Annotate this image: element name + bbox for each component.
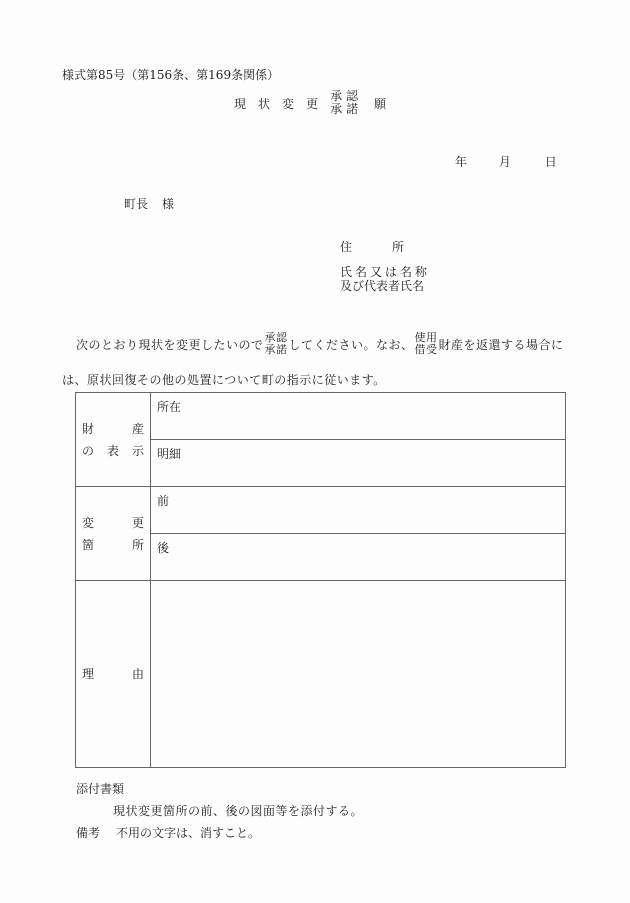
- property-label: [76, 393, 151, 487]
- body-text-line1: [62, 330, 564, 358]
- property-location-field[interactable]: [151, 393, 566, 440]
- addressee: [124, 195, 174, 212]
- remarks-text: 不用の文字は、消すこと。: [116, 826, 261, 840]
- label-char: 財: [82, 421, 95, 436]
- choice-bottom: 承諾: [264, 343, 288, 356]
- title-choice-bottom: 承諾: [330, 102, 363, 116]
- property-details-field[interactable]: [151, 440, 566, 487]
- before-label: 前: [157, 494, 170, 508]
- address-label-char: 所: [392, 240, 405, 254]
- label-char: 更: [131, 515, 144, 530]
- form-number: 様式第85号（第156条、第169条関係）: [62, 68, 280, 82]
- approval-choice: [265, 332, 288, 356]
- address-label-char: 住: [340, 240, 353, 254]
- label-char: 理: [82, 667, 95, 681]
- title-suffix: 願: [374, 96, 387, 111]
- attachments-description: 現状変更箇所の前、後の図面等を添付する。: [113, 804, 364, 818]
- choice-top: 使用: [414, 331, 438, 344]
- title-char: 変: [282, 96, 295, 111]
- name-label-line2: 及び代表者氏名: [340, 279, 425, 293]
- body-text: してください。なお、: [288, 337, 414, 352]
- after-label: 後: [157, 541, 170, 555]
- details-label: 明細: [157, 447, 182, 461]
- title-char: 更: [306, 96, 319, 111]
- body-text: 財産を返還する場合に: [438, 337, 564, 352]
- date-line: [455, 153, 557, 170]
- month-label: 月: [498, 155, 511, 169]
- year-label: 年: [455, 155, 468, 169]
- change-before-field[interactable]: [151, 487, 566, 534]
- remarks: [76, 824, 260, 841]
- addressee-honorific: 様: [162, 197, 175, 211]
- remarks-label: 備考: [76, 826, 101, 840]
- label-char: 由: [131, 667, 144, 681]
- day-label: 日: [544, 155, 557, 169]
- applicant-name-label: [340, 265, 430, 293]
- reason-label: [76, 581, 151, 768]
- label-char: 箇: [82, 537, 95, 552]
- application-table: [75, 392, 566, 768]
- title-char: 現: [234, 96, 247, 111]
- change-location-label: [76, 487, 151, 581]
- label-char: 所: [131, 537, 144, 552]
- use-choice: [415, 332, 438, 356]
- name-label-line1: 氏名又は名称: [340, 265, 431, 279]
- reason-field[interactable]: [151, 581, 566, 768]
- choice-top: 承認: [264, 331, 288, 344]
- change-after-field[interactable]: [151, 534, 566, 581]
- label-char: 示: [131, 443, 144, 458]
- body-text-line2: は、原状回復その他の処置について町の指示に従います。: [62, 373, 386, 387]
- attachments-title: 添付書類: [76, 782, 125, 796]
- title-char: 状: [258, 96, 271, 111]
- applicant-address-label: [340, 238, 404, 255]
- location-label: 所在: [157, 400, 182, 414]
- label-char: 変: [82, 515, 95, 530]
- document-title: [234, 88, 386, 118]
- label-char: 表: [106, 443, 119, 458]
- addressee-name: 町長: [124, 197, 149, 211]
- label-char: の: [82, 443, 95, 458]
- label-char: 産: [131, 421, 144, 436]
- body-text: 次のとおり現状を変更したいので: [76, 337, 264, 352]
- title-approval-choice: [330, 90, 362, 116]
- title-choice-top: 承認: [330, 89, 363, 103]
- choice-bottom: 借受: [414, 343, 438, 356]
